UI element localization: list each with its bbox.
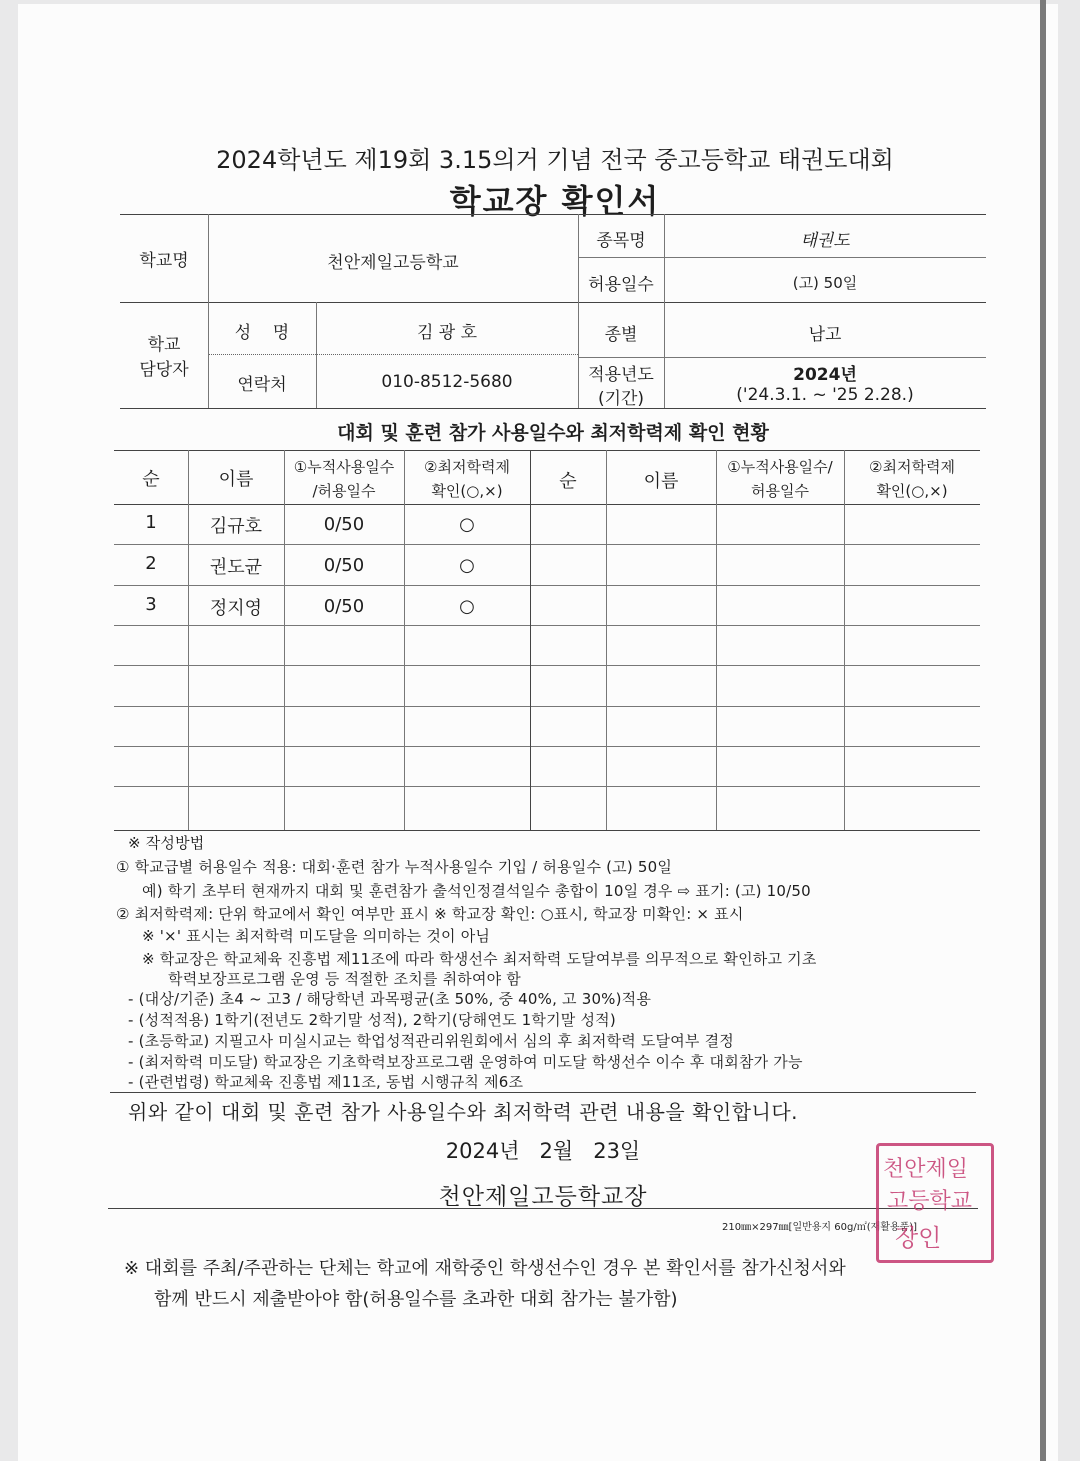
- header-days-right: ①누적사용일수/ 허용일수: [727, 458, 833, 500]
- note-line: - (대상/기준) 초4 ~ 고3 / 해당학년 과목평균(초 50%, 중 40%, 고 30%)적용: [128, 990, 652, 1008]
- event-label: 종목명: [596, 231, 646, 251]
- header-days: ①누적사용일수 /허용일수: [293, 458, 395, 500]
- gender-label: 종별: [604, 325, 638, 345]
- rule: [188, 450, 189, 830]
- document-subtitle: 학교장 확인서: [449, 182, 661, 220]
- note-line: ① 학교급별 허용일수 적용: 대회·훈련 참가 누적사용일수 기입 / 허용일수 (고) 50일: [116, 858, 673, 876]
- rule: [114, 504, 980, 505]
- row-check: ○: [459, 514, 475, 535]
- page-edge: [1040, 0, 1046, 1461]
- row-no: 1: [145, 512, 157, 533]
- note-line: ※ '×' 표시는 최저학력 미도달을 의미하는 것이 아님: [142, 927, 491, 945]
- header-name: 이름: [218, 469, 254, 490]
- header-check-right: ②최저학력제 확인(○,×): [869, 458, 955, 500]
- footer-note: 함께 반드시 제출받아야 함(허용일수를 초과한 대회 참가는 불가함): [154, 1289, 678, 1310]
- name-label: 성 명: [234, 323, 290, 343]
- school-name-label: 학교명: [139, 251, 189, 271]
- rule: [120, 408, 986, 409]
- rule: [284, 450, 285, 830]
- paper-spec: 210㎜×297㎜[일반용지 60g/㎡(재활용품)]: [722, 1222, 918, 1233]
- official-seal: 천안제일 고등학교 장인: [876, 1143, 994, 1263]
- year-value: 2024년: [793, 365, 857, 385]
- header-no: 순: [142, 469, 160, 490]
- confirmation-text: 위와 같이 대회 및 훈련 참가 사용일수와 최저학력 관련 내용을 확인합니다.: [128, 1100, 799, 1124]
- year-label: (기간): [597, 389, 645, 409]
- note-line: 예) 학기 초부터 현재까지 대회 및 훈련참가 출석인정결석일수 총합이 10일 경우 ⇨ 표기: (고) 10/50: [142, 882, 811, 900]
- note-line: ② 최저학력제: 단위 학교에서 확인 여부만 표시 ※ 학교장 확인: ○표시, 학교장 미확인: × 표시: [116, 905, 744, 923]
- rule: [578, 357, 986, 358]
- rule: [716, 450, 717, 830]
- rule: [114, 830, 980, 831]
- gender-value: 남고: [808, 325, 842, 345]
- header-name-right: 이름: [643, 471, 679, 492]
- row-no: 3: [145, 594, 157, 615]
- row-name: 정지영: [209, 598, 263, 619]
- note-line: - (성적적용) 1학기(전년도 2학기말 성적), 2학기(당해연도 1학기말 성적): [128, 1011, 616, 1029]
- header-check: ②최저학력제 확인(○,×): [424, 458, 510, 500]
- row-name: 권도균: [209, 557, 263, 578]
- rule: [114, 706, 980, 707]
- row-no: 2: [145, 553, 157, 574]
- row-check: ○: [459, 596, 475, 617]
- row-days: 0/50: [323, 596, 365, 617]
- rule: [114, 786, 980, 787]
- allowed-days-label: 허용일수: [588, 275, 654, 295]
- rule: [114, 450, 980, 451]
- rule: [530, 450, 531, 830]
- note-line: 학력보장프로그램 운영 등 적절한 조치를 취하여야 함: [168, 970, 521, 988]
- event-value: 태권도: [800, 231, 850, 251]
- issue-date: 2024년 2월 23일: [445, 1139, 641, 1163]
- name-value: 김 광 호: [416, 323, 478, 343]
- rule: [114, 585, 980, 586]
- rule: [208, 354, 578, 355]
- rule: [578, 257, 986, 258]
- rule: [404, 450, 405, 830]
- rule: [114, 544, 980, 545]
- contact-value: 010-8512-5680: [381, 372, 513, 392]
- rule: [110, 1092, 976, 1093]
- header-no-right: 순: [559, 471, 577, 492]
- manager-label: 담당자: [139, 360, 189, 380]
- row-name: 김규호: [209, 516, 263, 537]
- rule: [108, 1208, 978, 1209]
- note-line: - (최저학력 미도달) 학교장은 기초학력보장프로그램 운영하여 미도달 학생선수 이수 후 대회참가 가능: [128, 1053, 803, 1071]
- allowed-days-value: (고) 50일: [792, 274, 858, 292]
- rule: [114, 746, 980, 747]
- signer-name: 천안제일고등학교장: [438, 1184, 648, 1210]
- row-days: 0/50: [323, 555, 365, 576]
- footer-note: ※ 대회를 주최/주관하는 단체는 학교에 재학중인 학생선수인 경우 본 확인서를 참가신청서와: [124, 1258, 846, 1279]
- year-label: 적용년도: [588, 365, 654, 385]
- note-line: ※ 학교장은 학교체육 진흥법 제11조에 따라 학생선수 최저학력 도달여부를 의무적으로 확인하고 기초: [142, 950, 817, 968]
- rule: [844, 450, 845, 830]
- rule: [606, 450, 607, 830]
- document-title: 2024학년도 제19회 3.15의거 기념 전국 중고등학교 태권도대회: [216, 146, 894, 174]
- row-check: ○: [459, 555, 475, 576]
- rule: [120, 302, 986, 303]
- rule: [114, 625, 980, 626]
- notes-heading: ※ 작성방법: [128, 834, 205, 852]
- manager-label: 학교: [147, 335, 181, 355]
- period-value: ('24.3.1. ~ '25 2.28.): [736, 385, 914, 405]
- note-line: - (관련법령) 학교체육 진흥법 제11조, 동법 시행규칙 제6조: [128, 1073, 524, 1091]
- note-line: - (초등학교) 지필고사 미실시교는 학업성적관리위원회에서 심의 후 최저학력 도달여부 결정: [128, 1032, 734, 1050]
- school-name-value: 천안제일고등학교: [327, 253, 459, 273]
- row-days: 0/50: [323, 514, 365, 535]
- rule: [114, 665, 980, 666]
- rule: [120, 214, 986, 215]
- usage-table-caption: 대회 및 훈련 참가 사용일수와 최저학력제 확인 현황: [337, 422, 769, 444]
- contact-label: 연락처: [237, 375, 287, 395]
